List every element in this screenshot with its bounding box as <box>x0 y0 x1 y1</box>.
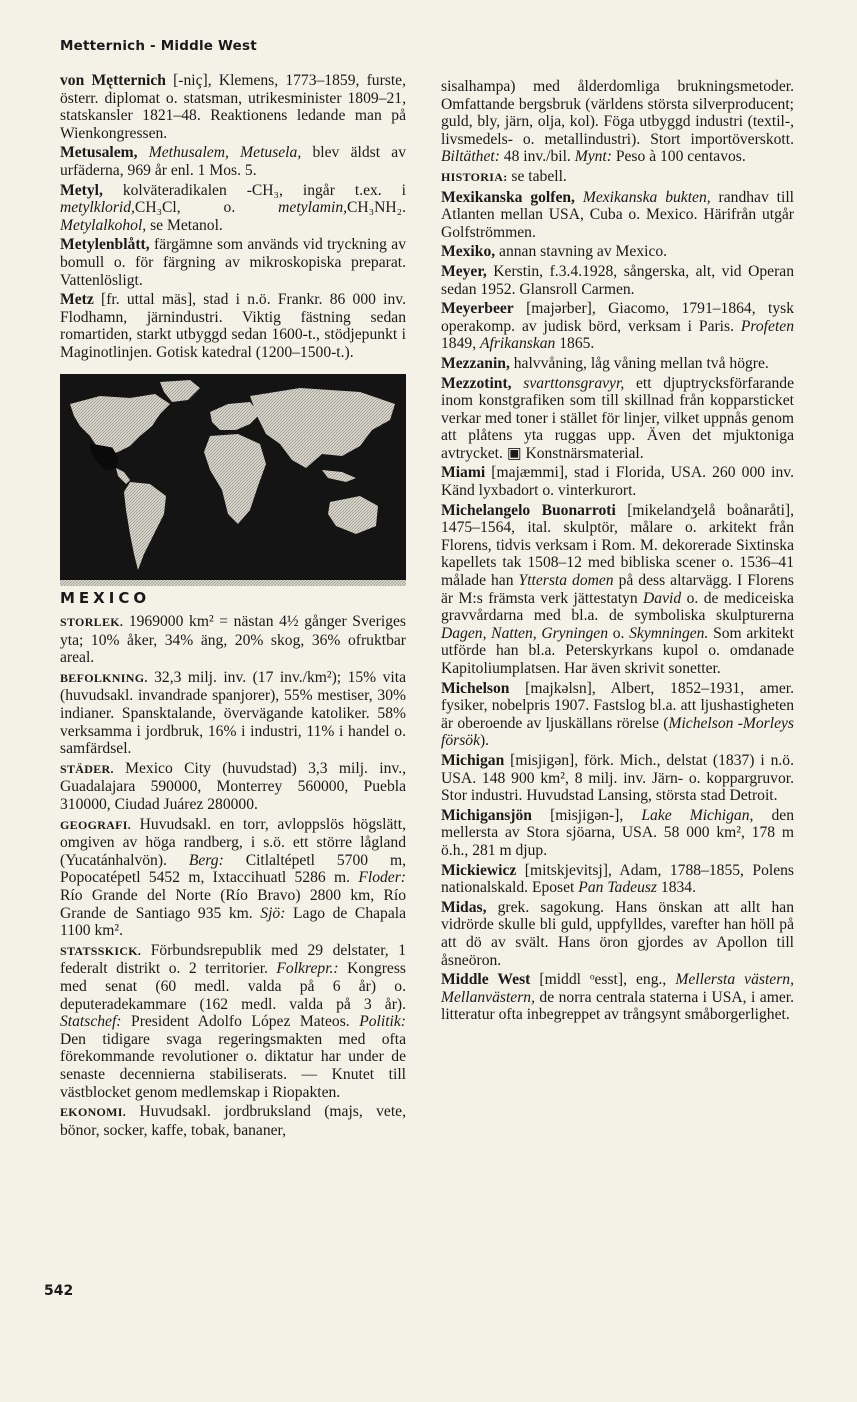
headword: von Mętternich <box>60 72 166 89</box>
headword: Metz <box>60 291 94 309</box>
headword: Mickiewicz <box>441 861 517 879</box>
section-historia: HISTORIA: se tabell. <box>441 167 567 185</box>
entry-meyerbeer: Meyerbeer [majərber], Giacomo, 1791–1864, tysk operakomp. av judisk börd, verksam i Paris. Profeten 1849, Afrikanskan 1865. <box>441 300 794 353</box>
world-map-mexico <box>60 374 406 586</box>
headword: Michigan <box>441 751 505 769</box>
headword: Meyer, <box>441 262 487 280</box>
entry-midas: Midas, grek. sagokung. Hans önskan att allt han vidrörde skulle bli guld, uppfylldes, varefter han höll på att dö av svält. Hans öron gjordes av Apollon till åsneöron. <box>441 898 794 969</box>
headword: Metyl, <box>60 181 103 199</box>
running-head: Metternich - Middle West <box>60 38 257 54</box>
headword: Michelangelo Buonarroti <box>441 501 616 519</box>
entry-michelangelo: Michelangelo Buonarroti [mikelandʒelå boånaråti], 1475–1564, ital. skulptör, målare o. arkitekt från Florens, tidvis verksam i Rom. M. dekorerade Sixtinska kapellets tak 1508–12 med bibliska scener o. 1536–41 målade han Yttersta domen på dess altarvägg. I Florens är M:s främsta verk jättestatyn David o. de mediceiska gravvårdarna med bl.a. de symboliska skulpturerna Dagen, Natten, Gryningen o. Skymningen. Som arkitekt utförde han bl.a. Peterskyrkans kupol o. omdanade Kapitoliumplatsen. Har även skrivit sonetter. <box>441 501 795 677</box>
section-storlek: STORLEK. 1969000 km² = nästan 4½ gånger Sveriges yta; 10% åker, 34% äng, 20% skog, 36% ofruktbar areal. <box>60 613 406 667</box>
world-map-graphic <box>60 374 406 586</box>
entry-metylenblatt: Metylenblått, färgämne som används vid tryckning av bomull o. för färgning av mikroskopiska preparat. Vattenlösligt. <box>60 236 406 289</box>
entry-michelson: Michelson [majkəlsn], Albert, 1852–1931, amer. fysiker, nobelpris 1907. Fastslog bl.a. att ljushastigheten är oberoende av ljuskällans rörelse (Michelson -Morleys försök). <box>441 679 794 750</box>
headword: Midas, <box>441 898 487 916</box>
headword: Michelson <box>441 679 510 697</box>
entry-middle-west: Middle West [middl ᵒesst], eng., Mellersta västern, Mellanvästern, de norra centrala staterna i USA, i amer. litteratur ofta inbegreppet av trångsynt småborgerlighet. <box>441 971 794 1024</box>
entry-miami: Miami [majæmmi], stad i Florida, USA. 260 000 inv. Känd lyxbadort o. vinterkurort. <box>441 464 794 500</box>
entry-mezzanin: Mezzanin, halvvåning, låg våning mellan två högre. <box>441 354 769 372</box>
headword: Mexikanska golfen, <box>441 188 575 206</box>
entry-meyer: Meyer, Kerstin, f.3.4.1928, sångerska, alt, vid Operan sedan 1952. Glansroll Carmen. <box>441 262 794 298</box>
headword: Middle West <box>441 971 531 989</box>
entry-mexiko: Mexiko, annan stavning av Mexico. <box>441 243 668 261</box>
entry-michigan: Michigan [misjigən], förk. Mich., delstat (1837) i n.ö. USA. 148 900 km², 8 milj. inv. Järn- o. koppargruvor. Stor industri. Huvudstad Lansing, största stad Detroit. <box>441 751 794 805</box>
illustration-ref-icon: ▣ <box>506 444 522 462</box>
page-number: 542 <box>44 1283 74 1299</box>
section-statsskick: STATSSKICK. Förbundsrepublik med 29 delstater, 1 federalt distrikt o. 2 territorier. Folkrepr.: Kongress med senat (60 medl. valda på 6 år) o. deputeradekammare (162 medl. valda på 3 år). Statschef: President Adolfo López Mateos. Politik: Den tidigare svaga regeringsmakten med ofta förekommande revolutioner o. diktatur har under de senaste decennierna stabiliserats. — Knutet till västblocket genom medlemskap i Riopakten. <box>60 941 406 1101</box>
entry-metyl: Metyl, kolväteradikalen -CH₃, ingår t.ex. i metylklorid,CH₃Cl, o. metylamin,CH₃NH₂. Metylalkohol, se Metanol. <box>60 181 406 234</box>
entry-metternich: von Mętternich [-niç], Klemens, 1773–1859, furste, österr. diplomat o. statsman, utrikesminister 1809–21, statskansler 1821–48. Reaktionens ledande man på Wienkongressen. <box>60 72 406 142</box>
section-ekonomi-continued: sisalhampa) med ålderdomliga brukningsmetoder. Omfattande bergsbruk (världens största silverproducent; guld, bly, järn, olja, kol). Föga utbyggd industri (textil-, livsmedels- o. metallindustri). Stort importöverskott. Biltäthet: 48 inv./bil. Mynt: Peso à 100 centavos. <box>441 78 794 166</box>
entry-metusalem: Metusalem, Methusalem, Metusela, blev äldst av urfäderna, 969 år enl. 1 Mos. 5. <box>60 144 406 179</box>
entry-metz: Metz [fr. uttal mäs], stad i n.ö. Frankr. 86 000 inv. Flodhamn, järnindustri. Viktig fästning sedan romartiden, starkt utbyggd sedan 1600-t., stödjepunkt i Maginotlinjen. Gotisk katedral (1200–1500-t.). <box>60 291 406 361</box>
antarctica-shape <box>60 580 406 586</box>
headword: Metusalem, <box>60 144 138 162</box>
section-stader: STÄDER. Mexico City (huvudstad) 3,3 milj. inv., Guadalajara 590000, Monterrey 560000, Puebla 310000, Ciudad Juárez 280000. <box>60 759 406 814</box>
headword: Mezzanin, <box>441 354 510 372</box>
headword: Meyerbeer <box>441 300 514 318</box>
left-column <box>60 72 406 1141</box>
right-column <box>441 78 794 1026</box>
headword: Mexiko, <box>441 243 496 261</box>
entry-mexikanska-golfen: Mexikanska golfen, Mexikanska bukten, randhav till Atlanten mellan USA, Cuba o. Mexico. Härifrån utgår Golfströmmen. <box>441 188 794 241</box>
entry-mezzotint: Mezzotint, svarttonsgravyr, ett djuptrycksförfarande inom konstgrafiken som till skillnad från kopparsticket verkar med toner i stället för linjer, vilket uppnås genom att plåtens yta ruggas upp. Även det mjuktoniga avtrycket. ▣ Konstnärsmaterial. <box>441 374 795 462</box>
entry-michigansjon: Michigansjön [misjigən-], Lake Michigan, den mellersta av Stora sjöarna, USA. 58 000 km², 178 m ö.h., 281 m djup. <box>441 806 795 859</box>
headword: Mezzotint, <box>441 374 512 392</box>
section-geografi: GEOGRAFI. Huvudsakl. en torr, avloppslös högslätt, omgiven av höga randberg, i s.ö. ett större lågland (Yucatánhalvön). Berg: Citlaltépetl 5700 m, Popocatépetl 5452 m, Ixtaccihuatl 5286 m. Floder: Río Grande del Norte (Río Bravo) 2800 km, Río Grande de Santiago 935 km. Sjö: Lago de Chapala 1100 km². <box>60 815 407 940</box>
headword: Michigansjön <box>441 806 532 824</box>
section-befolkning: BEFOLKNING. 32,3 milj. inv. (17 inv./km²); 15% vita (huvudsakl. invandrade spanjorer), 55% mestiser, 30% indianer. Spansktalande, övervägande katoliker. 58% verksamma i jordbruk, 16% i industri, 11% i handel o. samfärdsel. <box>60 668 406 758</box>
headword: Metylenblått, <box>60 236 150 254</box>
headword: Miami <box>441 464 486 482</box>
entry-mickiewicz: Mickiewicz [mitskjevitsj], Adam, 1788–1855, Polens nationalskald. Eposet Pan Tadeusz 1834. <box>441 861 794 897</box>
section-ekonomi: EKONOMI. Huvudsakl. jordbruksland (majs, vete, bönor, socker, kaffe, tobak, bananer, <box>60 1103 406 1139</box>
map-title: MEXICO <box>60 588 151 607</box>
